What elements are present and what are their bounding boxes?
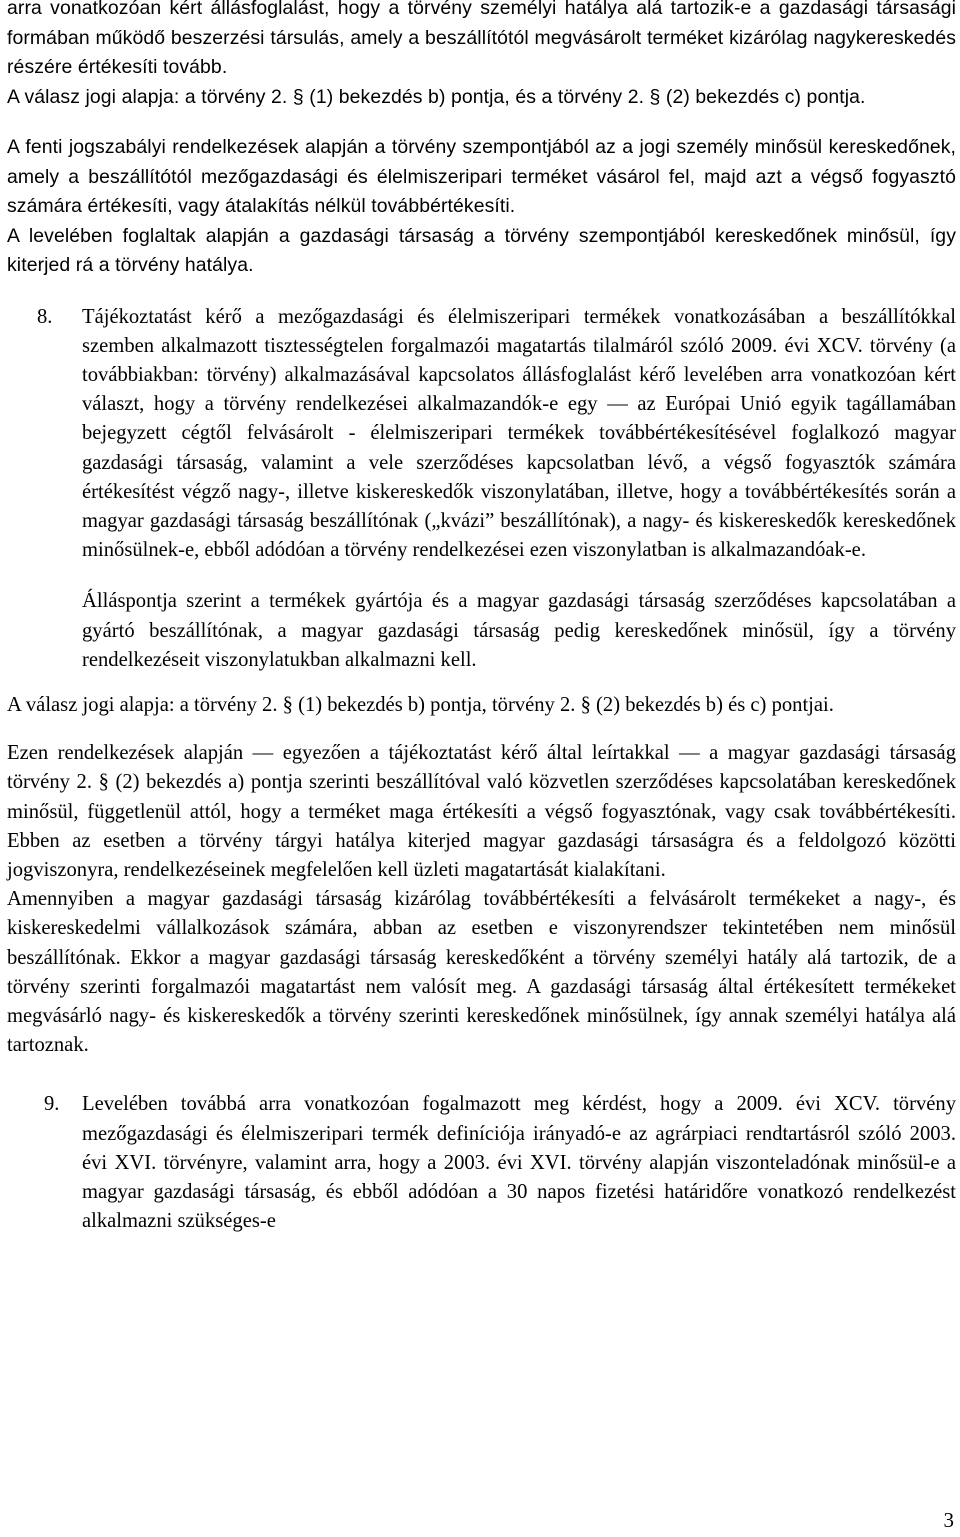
paragraph-legal-analysis-2: Ezen rendelkezések alapján — egyezően a tájékoztatást kérő által leírtakkal — a magyar gazdasági társaság törvény 2. § (2) bekezdés a) pontja szerinti beszállítóval való közvetlen szerződéses kapcsolatában kereskedőnek minősül, függetlenül attól, hogy a terméket maga értékesíti a végső fogyasztónak, vagy csak továbbértékesíti. Ebben az esetben a törvény tárgyi hatálya kiterjed magyar gazdasági társaságra és a feldolgozó közötti jogviszonyra, rendelkezéseinek megfelelően kell üzleti magatartását kialakítani. [7,742,956,881]
paragraph-conclusion-1: A levelében foglaltak alapján a gazdasági társaság a törvény szempontjából kereskedőnek minősül, így kiterjed rá a törvény hatálya. [7,224,956,276]
document-page [7,0,956,1236]
paragraph-legal-basis-2: A válasz jogi alapja: a törvény 2. § (1) bekezdés b) pontja, törvény 2. § (2) bekezdés b) és c) pontjai. [7,693,834,716]
paragraph-legal-analysis-1: A fenti jogszabályi rendelkezések alapján a törvény szempontjából az a jogi személy minősül kereskedőnek, amely a beszállítótól mezőgazdasági és élelmiszeripari terméket vásárol fel, majd azt a végső fogyasztó számára értékesíti, vagy átalakítás nélkül továbbértékesíti. [7,136,956,217]
paragraph-intro-continuation: arra vonatkozóan kért állásfoglalást, hogy a törvény személyi hatálya alá tartozik-e a gazdasági társasági formában működő beszerzési társulás, amely a beszállítótól megvásárolt terméket kizárólag nagykereskedés részére értékesíti tovább. [7,0,956,78]
page-number: 3 [943,1508,954,1532]
numbered-item-8 [7,303,956,566]
paragraph-legal-basis-1: A válasz jogi alapja: a törvény 2. § (1) bekezdés b) pontja, és a törvény 2. § (2) bekezdés c) pontja. [7,85,866,108]
item-text: Levelében továbbá arra vonatkozóan fogalmazott meg kérdést, hogy a 2009. évi XCV. törvény mezőgazdasági és élelmiszeripari termék definíciója irányadó-e az agrárpiaci rendtartásról szóló 2003. évi XVI. törvényre, valamint arra, hogy a 2003. évi XVI. törvény alapján viszonteladónak minősül-e a magyar gazdasági társaság, és ebből adódóan a 30 napos fizetési határidőre vonatkozó rendelkezést alkalmazni szükséges-e [82,1093,956,1233]
item-number: 8. [37,305,53,328]
item-text: Tájékoztatást kérő a mezőgazdasági és élelmiszeripari termékek vonatkozásában a beszállítókkal szemben alkalmazott tisztességtelen forgalmazói magatartás tilalmáról szóló 2009. évi XCV. törvény (a továbbiakban: törvény) alkalmazásával kapcsolatos állásfoglalást kérő levelében arra vonatkozóan kért választ, hogy a törvény rendelkezései alkalmazandók-e egy — az Európai Unió egyik tagállamában bejegyzett cégtől felvásárolt - élelmiszeripari termékek továbbértékesítésével foglalkozó magyar gazdasági társaság, valamint a vele szerződéses kapcsolatban lévő, a végső fogyasztók számára értékesítést végző nagy-, illetve kiskereskedők viszonylatában, illetve, hogy a továbbértékesítés során a magyar gazdasági társaság beszállítónak („kvázi” beszállítónak), a nagy- és kiskereskedők kereskedőnek minősülnek-e, ebből adódóan a törvény rendelkezései ezen viszonylatban is alkalmazandóak-e. [82,305,956,562]
numbered-item-9 [7,1090,956,1236]
paragraph-position: Álláspontja szerint a termékek gyártója és a magyar gazdasági társaság szerződéses kapcsolatában a gyártó beszállítónak, a magyar gazdasági társaság pedig kereskedőnek minősül, így a törvény rendelkezéseit viszonylatukban alkalmazni kell. [82,590,956,671]
item-number: 9. [44,1093,60,1116]
paragraph-conclusion-2: Amennyiben a magyar gazdasági társaság kizárólag továbbértékesíti a felvásárolt termékeket a nagy-, és kiskereskedelmi vállalkozások számára, abban az esetben e viszonyrendszer tekintetében nem minősül beszállítónak. Ekkor a magyar gazdasági társaság kereskedőként a törvény személyi hatály alá tartozik, de a törvény szerinti forgalmazói magatartást nem valósít meg. A gazdasági társaság által értékesített termékeket megvásárló nagy- és kiskereskedők a törvény szerinti kereskedőnek minősülnek, így annak személyi hatálya alá tartoznak. [7,888,956,1057]
